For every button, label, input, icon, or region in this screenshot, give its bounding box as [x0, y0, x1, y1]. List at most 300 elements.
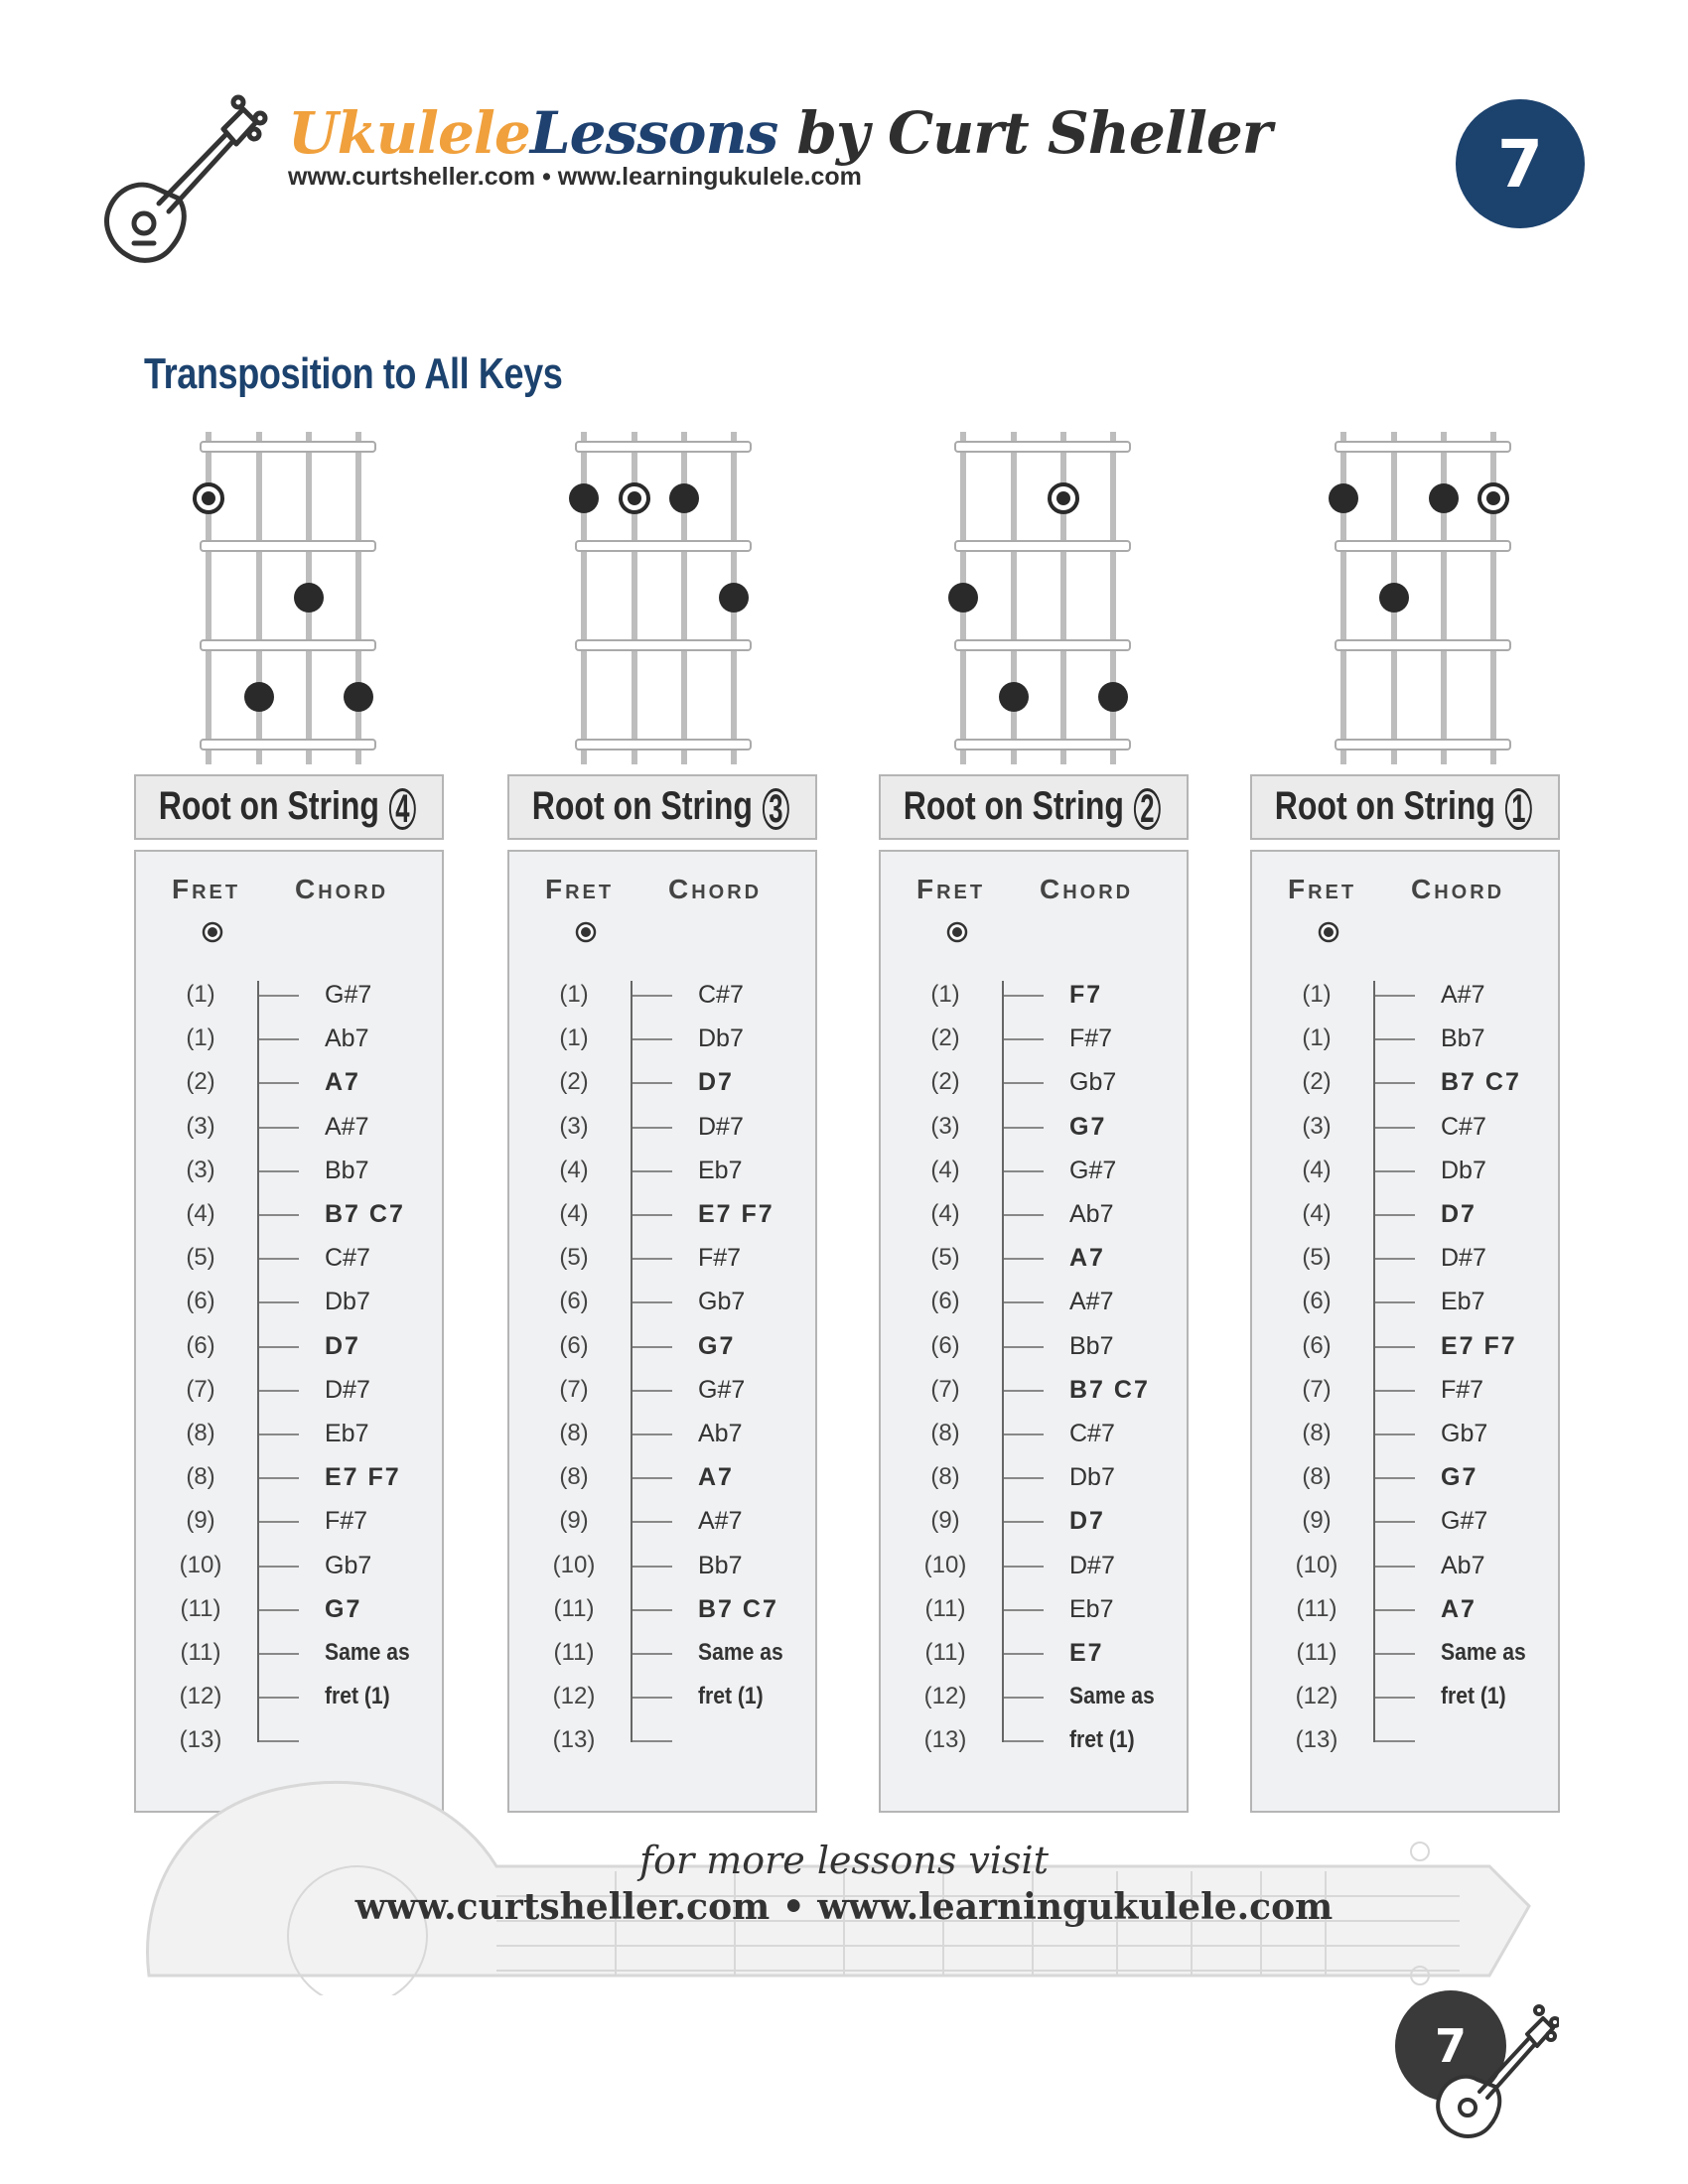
brand-title [288, 99, 1271, 167]
fret-value: (3) [559, 1112, 589, 1140]
row-tick [1375, 1697, 1415, 1699]
fret-value: (4) [1302, 1156, 1332, 1183]
row-tick [633, 1258, 672, 1260]
table-row [881, 1200, 1187, 1230]
fret-value: (1) [559, 981, 589, 1008]
fret-value: (11) [553, 1594, 595, 1622]
fret-value: (1) [186, 981, 215, 1008]
chord-value: A7 [325, 1068, 360, 1097]
fret-value: (1) [1302, 1024, 1332, 1052]
row-tick [259, 1082, 299, 1084]
root-dot-center [202, 491, 215, 505]
column-heading-string-4 [134, 774, 444, 840]
table-row [1252, 1376, 1558, 1406]
chord-value: G#7 [325, 981, 372, 1009]
string-line-3 [1441, 432, 1447, 764]
chord-value: B7 C7 [1069, 1375, 1150, 1404]
fret-value: (5) [1302, 1244, 1332, 1272]
chord-value: B7 C7 [1441, 1068, 1521, 1097]
root-marker-icon [1318, 921, 1339, 943]
chord-value: Eb7 [1441, 1288, 1485, 1316]
table-row [509, 1244, 815, 1274]
row-tick [633, 1433, 672, 1435]
table-row [881, 1463, 1187, 1493]
table-row [136, 1244, 442, 1274]
fret-value: (5) [186, 1244, 215, 1272]
row-tick [1004, 1258, 1044, 1260]
row-tick [1375, 1258, 1415, 1260]
corner-ukulele-icon [1430, 2000, 1559, 2139]
string-line-4 [1490, 432, 1496, 764]
table-row [509, 1683, 815, 1712]
table-row [1252, 981, 1558, 1011]
row-tick [259, 1740, 299, 1742]
row-tick [633, 1082, 672, 1084]
row-tick [1375, 1609, 1415, 1611]
row-tick [1004, 1390, 1044, 1392]
row-tick [1004, 1214, 1044, 1216]
fret-line-1 [576, 541, 751, 551]
fret-header: Fret [545, 874, 615, 904]
fret-value: (9) [186, 1507, 215, 1535]
finger-dot [569, 483, 599, 513]
column-body [134, 850, 444, 1813]
table-row [881, 1068, 1187, 1098]
fret-value: (6) [930, 1331, 960, 1359]
row-tick [1375, 1127, 1415, 1129]
row-tick [633, 1697, 672, 1699]
table-row [1252, 1552, 1558, 1581]
finger-dot [948, 583, 978, 613]
table-row [1252, 1595, 1558, 1625]
fret-value: (2) [559, 1068, 589, 1096]
fret-value: (12) [923, 1683, 967, 1710]
chord-value: G7 [1069, 1112, 1107, 1141]
table-row [136, 1552, 442, 1581]
chord-value: Gb7 [698, 1288, 746, 1316]
table-row [136, 1288, 442, 1317]
row-tick [633, 1127, 672, 1129]
fret-value: (11) [924, 1639, 966, 1666]
row-tick [259, 1346, 299, 1348]
row-tick [259, 1038, 299, 1040]
table-row [509, 1200, 815, 1230]
fret-value: (7) [930, 1375, 960, 1403]
fret-value: (5) [559, 1244, 589, 1272]
chord-header: Chord [1411, 874, 1505, 904]
fret-value: (2) [930, 1024, 960, 1052]
fret-line-3 [955, 740, 1130, 750]
fret-value: (4) [930, 1200, 960, 1227]
table-row [1252, 1683, 1558, 1712]
brand-part-lessons: Lessons [529, 99, 778, 167]
chord-value: D#7 [1441, 1244, 1486, 1273]
table-row [509, 1157, 815, 1186]
fret-value: (3) [186, 1112, 215, 1140]
fret-value: (6) [186, 1331, 215, 1359]
fret-value: (7) [559, 1375, 589, 1403]
table-row [136, 1463, 442, 1493]
table-row [509, 1332, 815, 1362]
row-tick [633, 1653, 672, 1655]
chord-value: A7 [1441, 1594, 1477, 1623]
table-row [881, 1244, 1187, 1274]
row-tick [1004, 995, 1044, 997]
string-line-3 [1060, 432, 1066, 764]
chord-value: C#7 [325, 1244, 370, 1273]
fret-value: (3) [930, 1112, 960, 1140]
chord-value: Eb7 [325, 1420, 369, 1447]
fret-line-2 [1336, 640, 1510, 650]
chord-value: E7 F7 [325, 1463, 401, 1492]
root-marker-icon [946, 921, 968, 943]
chord-value: A#7 [1441, 981, 1485, 1009]
fret-value: (8) [1302, 1463, 1332, 1491]
chord-value: C#7 [1069, 1420, 1115, 1447]
fret-value: (1) [1302, 981, 1332, 1008]
string-line-4 [355, 432, 361, 764]
row-tick [259, 995, 299, 997]
chord-value: E7 [1069, 1639, 1104, 1667]
chord-value: A#7 [698, 1507, 743, 1536]
fret-value: (13) [552, 1726, 596, 1754]
row-tick [633, 1301, 672, 1303]
table-row [136, 1024, 442, 1054]
chord-value: Ab7 [325, 1024, 369, 1053]
chord-header: Chord [1040, 874, 1134, 904]
row-tick [1375, 1170, 1415, 1172]
row-tick [259, 1214, 299, 1216]
fret-value: (4) [1302, 1200, 1332, 1227]
finger-dot [244, 682, 274, 712]
fret-value: (7) [186, 1375, 215, 1403]
row-tick [259, 1258, 299, 1260]
string-line-2 [1011, 432, 1017, 764]
table-row [136, 1376, 442, 1406]
row-tick [259, 1653, 299, 1655]
table-row [881, 1113, 1187, 1143]
chord-value: A#7 [1069, 1288, 1114, 1316]
row-tick [1004, 1301, 1044, 1303]
fret-value: (11) [180, 1594, 221, 1622]
table-row [136, 1420, 442, 1449]
fret-value: (4) [186, 1200, 215, 1227]
chord-value: Db7 [1069, 1463, 1115, 1492]
fret-line-3 [576, 740, 751, 750]
fret-value: (1) [186, 1024, 215, 1052]
table-row [136, 1200, 442, 1230]
chord-value: F7 [1069, 981, 1103, 1009]
chord-value: G7 [1441, 1463, 1478, 1492]
row-tick [633, 1170, 672, 1172]
finger-dot [294, 583, 324, 613]
chord-value: C#7 [1441, 1112, 1486, 1141]
string-number-circle: 3 [763, 788, 789, 830]
string-line-1 [206, 432, 211, 764]
fret-value: (10) [552, 1551, 596, 1578]
string-number-circle: 4 [389, 788, 416, 830]
table-row [881, 1639, 1187, 1669]
row-tick [1004, 1477, 1044, 1479]
chord-value: G7 [698, 1331, 736, 1360]
chord-value: Db7 [698, 1024, 744, 1053]
fret-line-0 [1336, 442, 1510, 452]
chord-value: fret (1) [698, 1683, 764, 1710]
table-row [136, 1595, 442, 1625]
chord-value: Same as [1069, 1683, 1155, 1710]
table-row [881, 1332, 1187, 1362]
chord-value: Bb7 [1069, 1331, 1114, 1360]
chord-value: A7 [1069, 1244, 1105, 1273]
row-tick [1375, 1082, 1415, 1084]
chord-value: B7 C7 [325, 1200, 405, 1228]
fret-line-1 [1336, 541, 1510, 551]
finger-dot [719, 583, 749, 613]
chord-value: Ab7 [1069, 1200, 1114, 1228]
fret-value: (6) [930, 1288, 960, 1315]
table-row [1252, 1024, 1558, 1054]
fret-value: (6) [1302, 1288, 1332, 1315]
fret-value: (13) [923, 1726, 967, 1754]
row-tick [1375, 1214, 1415, 1216]
string-line-3 [681, 432, 687, 764]
row-tick [1375, 1433, 1415, 1435]
fret-value: (8) [559, 1420, 589, 1446]
row-tick [633, 1038, 672, 1040]
fret-value: (11) [180, 1639, 221, 1666]
table-row [136, 1157, 442, 1186]
table-row [136, 1332, 442, 1362]
fret-value: (4) [930, 1156, 960, 1183]
chord-value: Same as [325, 1639, 410, 1666]
chord-diagram-2 [564, 432, 763, 764]
table-row [136, 1639, 442, 1669]
finger-dot [669, 483, 699, 513]
table-row [881, 981, 1187, 1011]
column-heading-text: Root on String [531, 784, 754, 829]
root-marker-icon [202, 921, 223, 943]
fret-value: (13) [179, 1726, 222, 1754]
chord-value: G#7 [1441, 1507, 1488, 1536]
row-tick [1375, 1653, 1415, 1655]
footer-websites: www.curtsheller.com • www.learningukulele.com [354, 1886, 1334, 1928]
chord-value: fret (1) [1441, 1683, 1506, 1710]
row-tick [1375, 1346, 1415, 1348]
fret-header: Fret [172, 874, 241, 904]
table-row [509, 1376, 815, 1406]
row-tick [1375, 1566, 1415, 1568]
ukulele-logo-icon [99, 94, 268, 268]
corner-page-number-badge: 7 [1395, 1990, 1506, 2102]
chord-value: G#7 [698, 1375, 746, 1404]
row-tick [633, 1566, 672, 1568]
chord-value: Ab7 [1441, 1551, 1485, 1579]
fret-value: (11) [924, 1594, 966, 1622]
table-row [881, 1595, 1187, 1625]
fret-value: (4) [559, 1156, 589, 1183]
fret-value: (8) [186, 1463, 215, 1491]
table-row [509, 1113, 815, 1143]
chord-diagram-3 [943, 432, 1142, 764]
brand-part-author: by Curt Sheller [777, 99, 1272, 167]
table-row [509, 1024, 815, 1054]
chord-value: D7 [698, 1068, 734, 1097]
chord-diagram-1 [189, 432, 387, 764]
table-row [136, 1683, 442, 1712]
row-tick [259, 1609, 299, 1611]
row-tick [1375, 1477, 1415, 1479]
fret-value: (10) [923, 1551, 967, 1578]
table-row [1252, 1639, 1558, 1669]
fret-value: (2) [186, 1068, 215, 1096]
table-row [509, 1420, 815, 1449]
chord-value: Gb7 [325, 1551, 372, 1579]
chord-value: D#7 [1069, 1551, 1115, 1579]
row-tick [633, 995, 672, 997]
table-row [1252, 1200, 1558, 1230]
fret-value: (10) [179, 1551, 222, 1578]
fret-value: (3) [1302, 1112, 1332, 1140]
chord-value: E7 F7 [1441, 1331, 1517, 1360]
chord-value: B7 C7 [698, 1594, 778, 1623]
table-row [136, 1068, 442, 1098]
row-tick [1375, 1521, 1415, 1523]
chord-value: A7 [698, 1463, 734, 1492]
fret-line-0 [201, 442, 375, 452]
row-tick [633, 1214, 672, 1216]
fret-header: Fret [1288, 874, 1357, 904]
brand-part-ukulele: Ukulele [288, 99, 530, 167]
row-tick [1004, 1346, 1044, 1348]
table-row [881, 1552, 1187, 1581]
fret-value: (12) [1295, 1683, 1338, 1710]
table-row [881, 1420, 1187, 1449]
table-row [1252, 1113, 1558, 1143]
chord-value: D7 [1441, 1200, 1477, 1228]
chord-value: A#7 [325, 1112, 369, 1141]
chord-value: D7 [325, 1331, 360, 1360]
table-row [509, 981, 815, 1011]
chord-value: E7 F7 [698, 1200, 774, 1228]
finger-dot [344, 682, 373, 712]
chord-value: F#7 [1069, 1024, 1113, 1053]
row-tick [1004, 1566, 1044, 1568]
table-row [136, 1507, 442, 1537]
row-tick [633, 1346, 672, 1348]
string-line-2 [632, 432, 637, 764]
chord-value: D#7 [325, 1375, 370, 1404]
string-line-1 [581, 432, 587, 764]
row-tick [1004, 1082, 1044, 1084]
table-row [881, 1024, 1187, 1054]
column-heading-text: Root on String [903, 784, 1125, 829]
fret-value: (12) [179, 1683, 222, 1710]
fret-value: (9) [1302, 1507, 1332, 1535]
footer-more-lessons: for more lessons visit [639, 1839, 1049, 1882]
table-row [509, 1507, 815, 1537]
table-row [881, 1157, 1187, 1186]
fret-value: (8) [1302, 1420, 1332, 1446]
table-row [1252, 1244, 1558, 1274]
row-tick [633, 1390, 672, 1392]
row-tick [1004, 1038, 1044, 1040]
fret-line-2 [201, 640, 375, 650]
chord-value: Db7 [1441, 1156, 1486, 1184]
fret-value: (2) [1302, 1068, 1332, 1096]
fret-value: (7) [1302, 1375, 1332, 1403]
row-tick [259, 1697, 299, 1699]
row-tick [633, 1609, 672, 1611]
row-tick [1004, 1127, 1044, 1129]
page-number-badge: 7 [1456, 99, 1585, 228]
fret-value: (6) [1302, 1331, 1332, 1359]
chord-value: Gb7 [1069, 1068, 1117, 1097]
table-row [509, 1288, 815, 1317]
string-line-2 [256, 432, 262, 764]
chord-value: F#7 [1441, 1375, 1484, 1404]
row-tick [1004, 1740, 1044, 1742]
table-row [1252, 1157, 1558, 1186]
chord-value: Bb7 [1441, 1024, 1485, 1053]
finger-dot [1429, 483, 1459, 513]
fret-value: (1) [930, 981, 960, 1008]
chord-diagram-4 [1324, 432, 1522, 764]
fret-line-0 [576, 442, 751, 452]
row-tick [1004, 1653, 1044, 1655]
chord-value: Same as [698, 1639, 783, 1666]
chord-header: Chord [295, 874, 389, 904]
table-row [136, 981, 442, 1011]
fret-value: (8) [930, 1420, 960, 1446]
chord-value: D#7 [698, 1112, 744, 1141]
chord-value: G7 [325, 1594, 362, 1623]
string-number-circle: 2 [1134, 788, 1161, 830]
finger-dot [1329, 483, 1358, 513]
root-marker-icon [575, 921, 597, 943]
chord-value: Db7 [325, 1288, 370, 1316]
table-row [509, 1639, 815, 1669]
chord-value: C#7 [698, 981, 744, 1009]
root-dot-center [1486, 491, 1500, 505]
fret-value: (13) [1295, 1726, 1338, 1754]
page-title: Transposition to All Keys [144, 349, 563, 398]
fret-value: (12) [552, 1683, 596, 1710]
fret-value: (6) [186, 1288, 215, 1315]
table-row [1252, 1332, 1558, 1362]
row-tick [1004, 1609, 1044, 1611]
fret-value: (11) [1296, 1594, 1337, 1622]
row-tick [1004, 1170, 1044, 1172]
row-tick [259, 1566, 299, 1568]
row-tick [1004, 1521, 1044, 1523]
fret-value: (11) [553, 1639, 595, 1666]
fret-line-1 [955, 541, 1130, 551]
column-body [879, 850, 1189, 1813]
chord-value: F#7 [325, 1507, 368, 1536]
table-row [881, 1683, 1187, 1712]
finger-dot [999, 682, 1029, 712]
fret-value: (11) [1296, 1639, 1337, 1666]
row-tick [633, 1521, 672, 1523]
row-tick [1375, 1390, 1415, 1392]
fret-value: (6) [559, 1331, 589, 1359]
row-tick [259, 1477, 299, 1479]
fret-line-0 [955, 442, 1130, 452]
table-row [1252, 1068, 1558, 1098]
string-line-4 [1110, 432, 1116, 764]
fret-value: (8) [186, 1420, 215, 1446]
table-row [509, 1068, 815, 1098]
